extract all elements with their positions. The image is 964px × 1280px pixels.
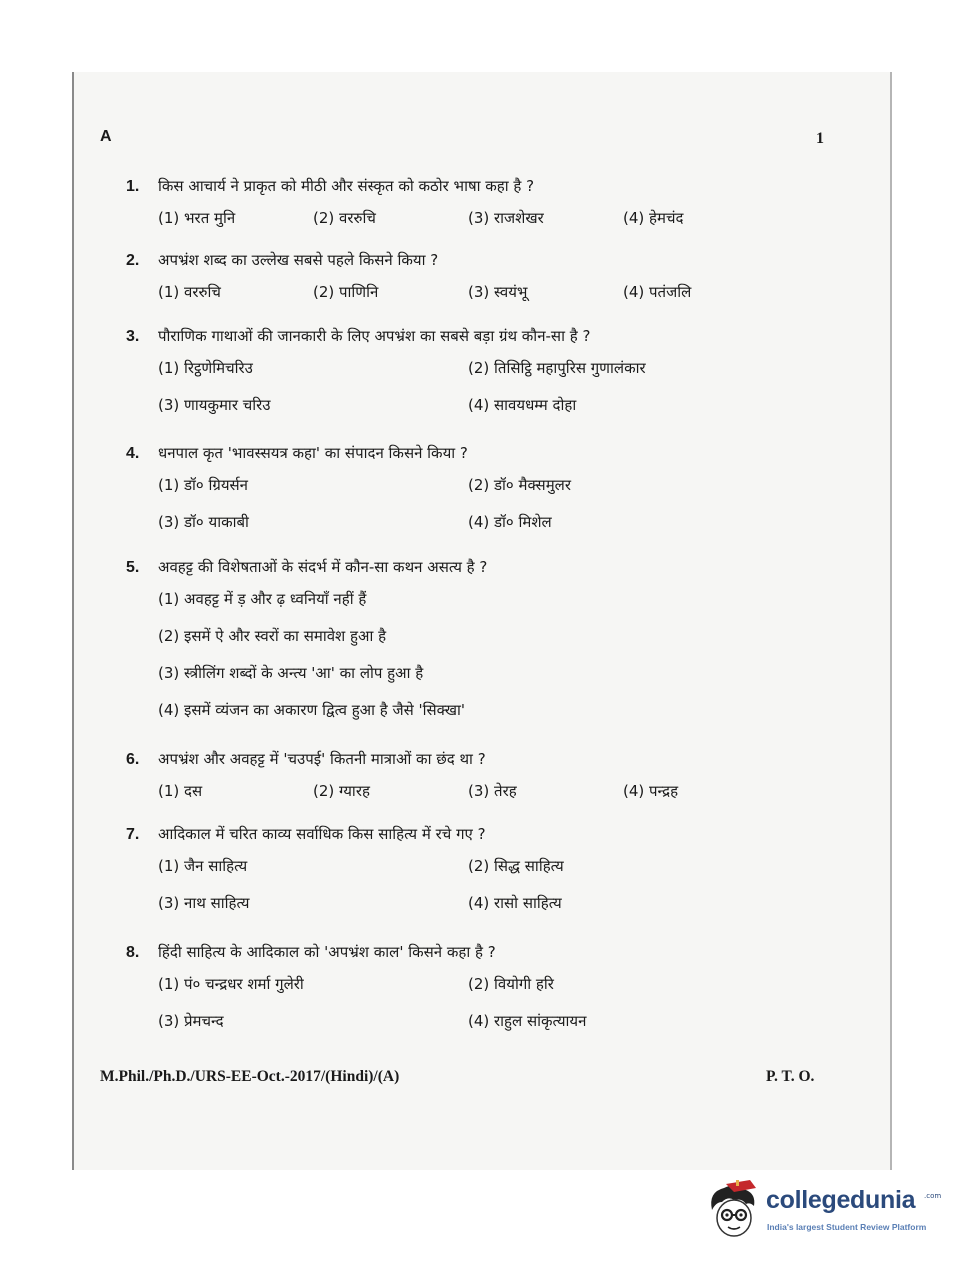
- question-text: हिंदी साहित्य के आदिकाल को 'अपभ्रंश काल' किसने कहा है ?: [158, 943, 496, 961]
- question-1: [126, 176, 846, 228]
- option: (2) सिद्ध साहित्य: [468, 857, 564, 875]
- option: (2) पाणिनि: [313, 283, 379, 301]
- option: (2) इसमें ऐ और स्वरों का समावेश हुआ है: [158, 627, 387, 645]
- option: (4) पन्द्रह: [623, 782, 679, 800]
- question-number: 4.: [126, 445, 140, 462]
- option: (2) वियोगी हरि: [468, 975, 554, 993]
- option: (4) रासो साहित्य: [468, 894, 562, 912]
- option: (4) सावयधम्म दोहा: [468, 396, 577, 414]
- option: (1) अवहट्ट में ड़ और ढ़ ध्वनियाँ नहीं हैं: [158, 590, 367, 608]
- option: (3) प्रेमचन्द: [158, 1012, 224, 1030]
- option: (4) हेमचंद: [623, 209, 684, 227]
- option: (2) ग्यारह: [313, 782, 370, 800]
- option: (3) डॉ० याकाबी: [158, 513, 249, 531]
- option: (3) नाथ साहित्य: [158, 894, 250, 912]
- option: (1) वररुचि: [158, 283, 221, 301]
- collegedunia-logo[interactable]: [706, 1180, 942, 1242]
- question-text: पौराणिक गाथाओं की जानकारी के लिए अपभ्रंश का सबसे बड़ा ग्रंथ कौन-सा है ?: [158, 327, 591, 345]
- option: (1) रिट्ठणेमिचरिउ: [158, 359, 253, 377]
- question-number: 7.: [126, 826, 140, 843]
- question-7: [126, 824, 846, 913]
- option: (4) पतंजलि: [623, 283, 692, 301]
- option: (1) पं० चन्द्रधर शर्मा गुलेरी: [158, 975, 304, 993]
- question-5: [126, 557, 846, 737]
- option: (3) स्वयंभू: [468, 283, 528, 301]
- question-text: अपभ्रंश शब्द का उल्लेख सबसे पहले किसने किया ?: [158, 251, 439, 269]
- question-number: 5.: [126, 559, 140, 576]
- question-6: [126, 749, 846, 801]
- option: (2) तिसिट्ठि महापुरिस गुणालंकार: [468, 359, 646, 377]
- option: (1) दस: [158, 782, 203, 800]
- question-text: किस आचार्य ने प्राकृत को मीठी और संस्कृत को कठोर भाषा कहा है ?: [158, 177, 535, 195]
- option: (4) राहुल सांकृत्यायन: [468, 1012, 587, 1030]
- option: (3) णायकुमार चरिउ: [158, 396, 271, 414]
- option: (3) राजशेखर: [468, 209, 544, 227]
- option: (1) जैन साहित्य: [158, 857, 248, 875]
- question-4: [126, 443, 846, 532]
- question-text: आदिकाल में चरित काव्य सर्वाधिक किस साहित्य में रचे गए ?: [158, 825, 486, 843]
- paper-code: M.Phil./Ph.D./URS-EE-Oct.-2017/(Hindi)/(A): [100, 1068, 400, 1085]
- option: (1) डॉ० ग्रियर्सन: [158, 476, 249, 494]
- set-code: A: [100, 128, 112, 145]
- question-text: अपभ्रंश और अवहट्ट में 'चउपई' कितनी मात्राओं का छंद था ?: [158, 750, 486, 768]
- question-number: 8.: [126, 944, 140, 961]
- question-number: 3.: [126, 328, 140, 345]
- option: (3) स्त्रीलिंग शब्दों के अन्त्य 'आ' का लोप हुआ है: [158, 664, 424, 682]
- pto-label: P. T. O.: [766, 1068, 815, 1085]
- question-3: [126, 326, 846, 415]
- option: (3) तेरह: [468, 782, 517, 800]
- question-2: [126, 250, 846, 302]
- page-number: 1: [816, 130, 824, 147]
- option: (4) इसमें व्यंजन का अकारण द्वित्व हुआ है जैसे 'सिक्खा': [158, 701, 466, 719]
- question-8: [126, 942, 846, 1031]
- logo-suffix: .com: [924, 1192, 942, 1200]
- question-text: धनपाल कृत 'भावस्सयत्र कहा' का संपादन किसने किया ?: [158, 444, 468, 462]
- question-number: 2.: [126, 252, 140, 269]
- option: (2) डॉ० मैक्समुलर: [468, 476, 571, 494]
- question-number: 6.: [126, 751, 140, 768]
- option: (2) वररुचि: [313, 209, 376, 227]
- logo-wordmark: collegedunia: [766, 1186, 916, 1214]
- logo-tagline: India's largest Student Review Platform: [767, 1222, 927, 1232]
- student-mascot-icon: [706, 1180, 764, 1242]
- option: (4) डॉ० मिशेल: [468, 513, 552, 531]
- question-text: अवहट्ट की विशेषताओं के संदर्भ में कौन-सा कथन असत्य है ?: [158, 558, 488, 576]
- option: (1) भरत मुनि: [158, 209, 236, 227]
- question-number: 1.: [126, 178, 140, 195]
